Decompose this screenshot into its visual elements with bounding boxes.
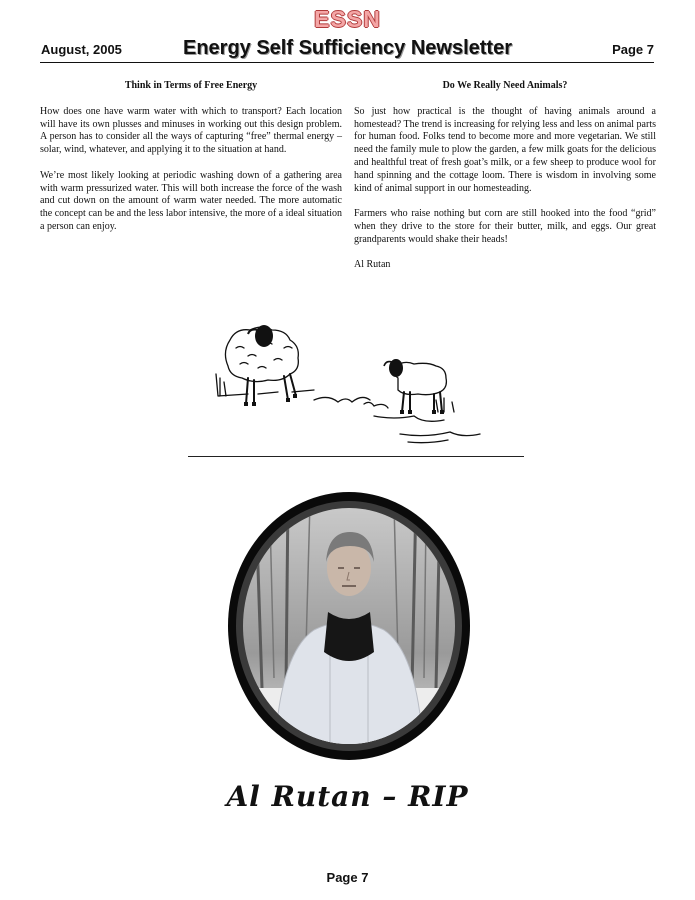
newsletter-logo: ESSN (314, 6, 381, 32)
article-title: Do We Really Need Animals? (442, 80, 568, 91)
header-page-number: Page 7 (612, 42, 654, 57)
issue-date: August, 2005 (41, 42, 122, 57)
footer-page-number: Page 7 (326, 870, 369, 885)
newsletter-title: Energy Self Sufficiency Newsletter (182, 37, 512, 59)
article-paragraph: Farmers who raise nothing but corn are still hooked into the food “grid” when they drive to the store for their butter, milk, and eggs. Our great grandparents would shake their heads! (354, 208, 656, 245)
author-signature: Al Rutan (354, 259, 391, 271)
article-free-energy (40, 80, 342, 247)
article-paragraph: So just how practical is the thought of having animals around a homestead? The trend is increasing for relying less and less on animal parts for human food. Folks tend to become more and more vegetarian. We still need the family mule to plow the garden, a few milk goats for the delicious and healthful treat of fresh goat’s milk, or a few sheep to produce wool for hand spinning and the cottage loom. There is wisdom in involving some kind of animal support in our homesteading. (354, 105, 656, 194)
sheep-illustration (214, 308, 494, 448)
article-paragraph: We’re most likely looking at periodic washing down of a gathering area with warm pressurized water. This will both increase the force of the wash and cut down on the amount of warm water needed. The more automatic the concept can be and the less labor intensive, the more of a ideal situation a person can enjoy. (40, 169, 342, 232)
article-animals (354, 80, 656, 285)
article-paragraph: How does one have warm water with which to transport? Each location will have its own plusses and minuses in working out this design problem. A person has to consider all the ways of capturing “free” thermal energy – solar, wind, whatever, and applying it to the situation at hand. (40, 105, 342, 156)
memorial-portrait (226, 488, 472, 764)
header-rule (40, 62, 654, 63)
memorial-tribute: Al Rutan – RIP (226, 780, 469, 813)
article-title: Think in Terms of Free Energy (124, 80, 258, 91)
section-divider (188, 456, 524, 457)
